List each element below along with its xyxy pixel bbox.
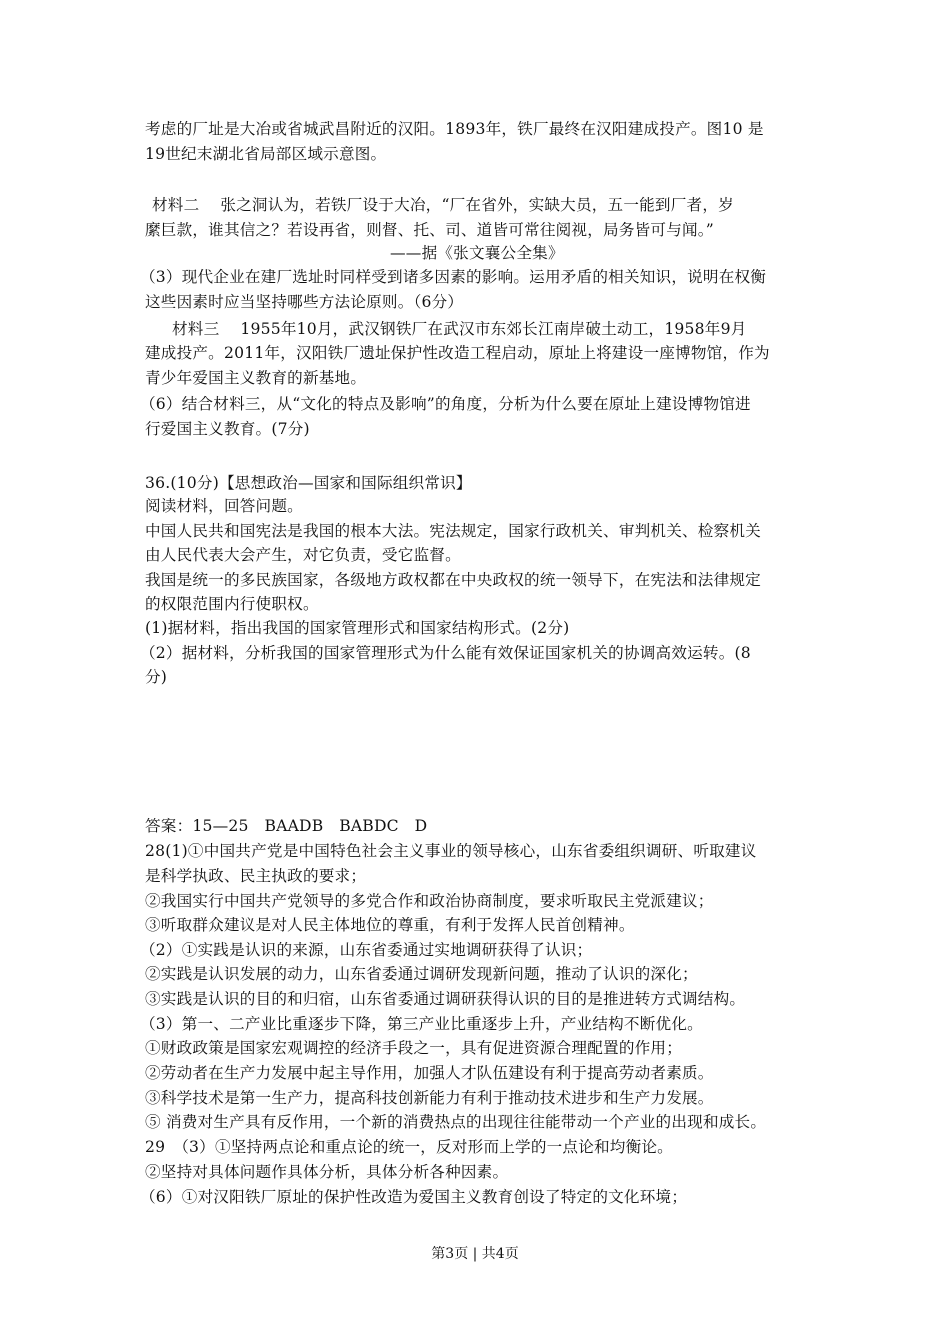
answer-text-line: （3）第一、二产业比重逐步下降，第三产业比重逐步上升，产业结构不断优化。 [140,1015,703,1033]
question-text-line: 行爱国主义教育。(7分) [145,420,310,438]
question-text-line: 阅读材料，回答问题。 [145,497,303,515]
answer-text-line: ②劳动者在生产力发展中起主导作用，加强人才队伍建设有利于提高劳动者素质。 [145,1064,714,1082]
question-text-line: 的权限范围内行使职权。 [145,595,319,613]
answer-text-line: ③实践是认识的目的和归宿，山东省委通过调研获得认识的目的是推进转方式调结构。 [145,990,746,1008]
question-text-line: 分) [145,668,168,686]
question-text-line: 考虑的厂址是大冶或省城武昌附近的汉阳。1893年，铁厂最终在汉阳建成投产。图10 是 [145,120,764,138]
question-text-line: 我国是统一的多民族国家，各级地方政权都在中央政权的统一领导下，在宪法和法律规定 [145,571,761,589]
answer-text-line: （6）①对汉阳铁厂原址的保护性改造为爱国主义教育创设了特定的文化环境； [140,1188,688,1206]
question-text-line: （2）据材料，分析我国的国家管理形式为什么能有效保证国家机关的协调高效运转。(8 [140,644,751,662]
answer-text-line: ③科学技术是第一生产力，提高科技创新能力有利于推动技术进步和生产力发展。 [145,1089,714,1107]
answer-text-line: ②坚持对具体问题作具体分析，具体分析各种因素。 [145,1163,509,1181]
question-text-line: （3）现代企业在建厂选址时同样受到诸多因素的影响。运用矛盾的相关知识，说明在权衡 [140,268,767,286]
answer-text-line: ③听取群众建议是对人民主体地位的尊重，有利于发挥人民首创精神。 [145,916,635,934]
page-footer: 第3页 | 共4页 [431,1246,519,1262]
answer-text-line: ②我国实行中国共产党领导的多党合作和政治协商制度，要求听取民主党派建议； [145,892,714,910]
question-text-line: 36.(10分)【思想政治—国家和国际组织常识】 [145,474,472,492]
question-text-line: 建成投产。2011年，汉阳铁厂遗址保护性改造工程启动，原址上将建设一座博物馆，作为 [145,344,770,362]
answer-text-line: ①财政政策是国家宏观调控的经济手段之一，具有促进资源合理配置的作用； [145,1039,682,1057]
question-text-line: 縻巨款，谁其信之？若设再省，则督、托、司、道皆可常往阅视，局务皆可与闻。” [145,221,714,239]
answer-text-line: 答案：15—25 BAADB BABDC D [145,817,428,835]
question-text-line: 由人民代表大会产生，对它负责，受它监督。 [145,546,461,564]
question-text-line: （6）结合材料三，从“文化的特点及影响”的角度，分析为什么要在原址上建设博物馆进 [140,395,751,413]
question-text-line: 青少年爱国主义教育的新基地。 [145,369,367,387]
question-text-line: 19世纪末湖北省局部区域示意图。 [145,145,387,163]
answer-text-line: （2）①实践是认识的来源，山东省委通过实地调研获得了认识； [140,941,593,959]
question-text-line: (1)据材料，指出我国的国家管理形式和国家结构形式。(2分) [145,619,570,637]
question-text-line: 这些因素时应当坚持哪些方法论原则。（6分） [145,293,464,311]
answer-text-line: 是科学执政、民主执政的要求； [145,867,367,885]
answer-text-line: 29 （3）①坚持两点论和重点论的统一，反对形而上学的一点论和均衡论。 [145,1138,673,1156]
question-text-line: 材料三 1955年10月，武汉钢铁厂在武汉市东郊长江南岸破土动工，1958年9月 [172,320,747,338]
answer-text-line: ⑤ 消费对生产具有反作用，一个新的消费热点的出现往往能带动一个产业的出现和成长。 [145,1113,767,1131]
answer-text-line: 28(1)①中国共产党是中国特色社会主义事业的领导核心，山东省委组织调研、听取建议 [145,842,757,860]
question-text-line: 材料二 张之洞认为，若铁厂设于大冶，“厂在省外，实缺大员，五一能到厂者，岁 [152,196,734,214]
answer-text-line: ②实践是认识发展的动力，山东省委通过调研发现新问题，推动了认识的深化； [145,965,698,983]
question-text-line: 中国人民共和国宪法是我国的根本大法。宪法规定，国家行政机关、审判机关、检察机关 [145,522,761,540]
question-text-line: ——据《张文襄公全集》 [390,244,564,262]
